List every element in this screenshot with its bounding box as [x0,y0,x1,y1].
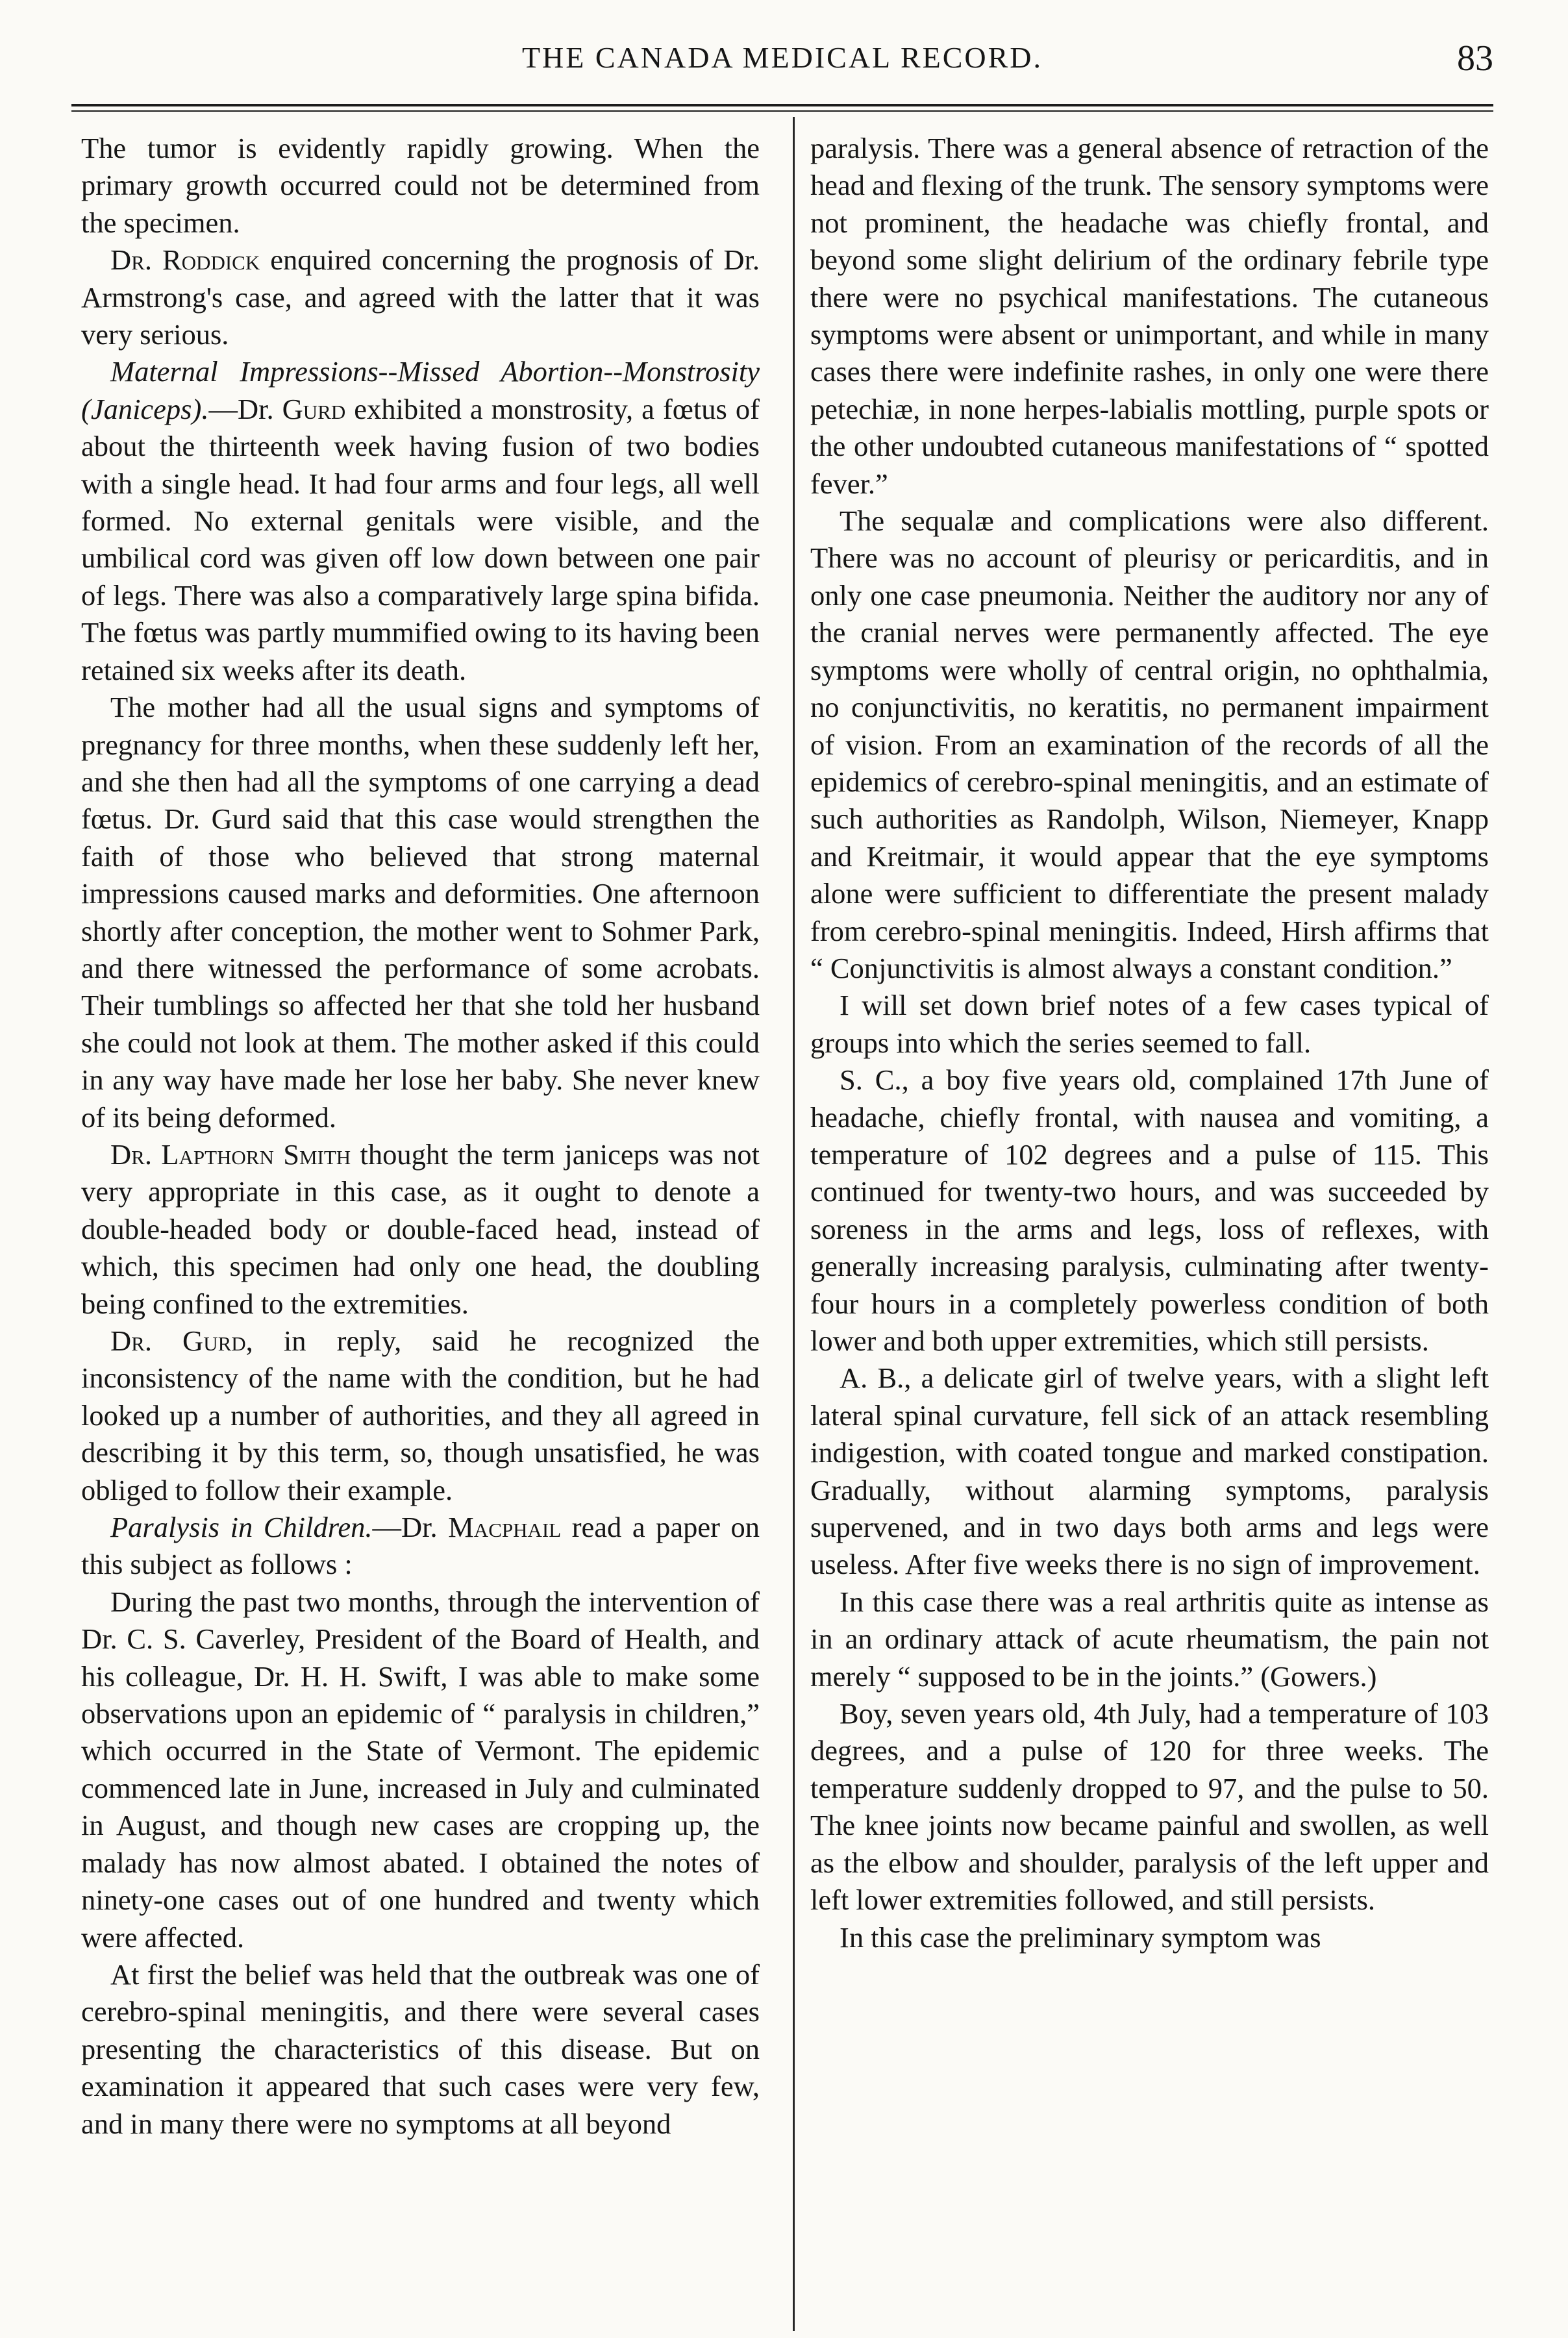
paragraph-maternal-impressions [81,353,760,689]
title-dash: —Dr. [372,1511,449,1544]
paragraph-text: exhibited a monstrosity, a fœtus of about the thirteenth week having fusion of two bodies with a single head. It had four arms and four legs, all well formed. No external genitals were visible, and the umbilical cord was given off low down between one pair of legs. There was also a comparatively large spina bifida. The fœtus was partly mummified owing to its having been retained six weeks after its death. [81,392,760,686]
paragraph-text: thought the term janiceps was not very appropriate in this case, as it ought to denote a double-headed body or double-faced head, instead of which, this specimen had only one head, the doubling being confined to the extremities. [81,1138,760,1320]
header-rule-thin [71,110,1493,112]
paragraph-case-ab: A. B., a delicate girl of twelve years, with a slight left lateral spinal curvature, fell sick of an attack resembling indigestion, with coated tongue and marked constipation. Gradually, without alarming symptoms, paralysis supervened, and in two days both arms and legs were useless. After five weeks there is no sign of improvement. [810,1362,1489,1581]
paragraph-case-boy: Boy, seven years old, 4th July, had a temperature of 103 degrees, and a pulse of 120 for three weeks. The temperature suddenly dropped to 97, and the pulse to 50. The knee joints now became painful and swollen, as well as the elbow and shoulder, paralysis of the left upper and left lower extremities followed, and still persists. [810,1697,1489,1917]
left-column [81,130,760,2324]
paragraph-roddick [81,242,760,353]
paragraph-arthritis: In this case there was a real arthritis quite as intense as in an ordinary attack of acute rheumatism, the pain not merely “ supposed to be in the joints.” (Gowers.) [810,1585,1489,1693]
section-title: Maternal Impressions--Missed Abortion--Monstrosity (Janiceps). [81,355,760,425]
paragraph-notes-intro: I will set down brief notes of a few cases typical of groups into which the series seemed to fall. [810,989,1489,1059]
running-head: THE CANADA MEDICAL RECORD. [521,41,1043,74]
paragraph-outbreak: At first the belief was held that the outbreak was one of cerebro-spinal meningitis, and there were several cases presenting the characteristics of this disease. But on examination it appeared that such cases were very few, and in many there were no symptoms at all beyond [81,1958,760,2140]
header-rule-thick [71,104,1493,106]
speaker-name: Gurd [282,392,346,425]
paragraph-text: enquired concerning the prognosis of Dr. Armstrong's case, and agreed with the latter that it was very serious. [81,243,760,351]
paragraph-epidemic: During the past two months, through the intervention of Dr. C. S. Caverley, President of the Board of Health, and his colleague, Dr. H. H. Swift, I was able to make some observations upon an epidemic of “ paralysis in children,” which occurred in the State of Vermont. The epidemic commenced late in June, increased in July and culminated in August, and though new cases are cropping up, the malady has now almost abated. I obtained the notes of ninety-one cases out of one hundred and twenty which were affected. [81,1585,760,1954]
section-title: Paralysis in Children. [110,1511,373,1544]
speaker-name: Dr. Lapthorn Smith [110,1138,351,1171]
paragraph-lapthorn-smith [81,1136,760,1323]
paragraph-tumor: The tumor is evidently rapidly growing. When the primary growth occurred could not be determined from the specimen. [81,132,760,239]
paragraph-paralysis-heading [81,1509,760,1584]
right-column [810,130,1489,2324]
column-divider [793,117,795,2331]
paragraph-gurd-reply [81,1323,760,1509]
page-header [71,38,1493,96]
title-dash: —Dr. [208,392,282,425]
paragraph-text: , in reply, said he recognized the inconsistency of the name with the condition, but he had looked up a number of authorities, and they all agreed in describing it by this term, so, though unsatisfied, he was obliged to follow their example. [81,1324,760,1506]
speaker-name: Dr. Roddick [110,243,260,277]
paragraph-sequelae: The sequalæ and complications were also different. There was no account of pleurisy or pericarditis, and in only one case pneumonia. Neither the auditory nor any of the cranial nerves were permanently affected. The eye symptoms were wholly of central origin, no ophthalmia, no conjunctivitis, no keratitis, no permanent impairment of vision. From an examination of the records of all the epidemics of cerebro-spinal meningitis, and an estimate of such authorities as Randolph, Wilson, Niemeyer, Knapp and Kreitmair, it would appear that the eye symptoms alone were sufficient to differentiate the present malady from cerebro-spinal meningitis. Indeed, Hirsh affirms that “ Conjunctivitis is almost always a constant condition.” [810,504,1489,984]
speaker-name: Macphail [448,1511,562,1544]
paragraph-preliminary: In this case the preliminary symptom was [840,1921,1321,1954]
speaker-name: Dr. Gurd [110,1324,246,1357]
page-number: 83 [1457,38,1493,79]
paragraph-text: read a paper on this subject as follows : [81,1511,760,1581]
paragraph-mother: The mother had all the usual signs and symptoms of pregnancy for three months, when these suddenly left her, and she then had all the symptoms of one carrying a dead fœtus. Dr. Gurd said that this case would strengthen the faith of those who believed that strong maternal impressions caused marks and deformities. One afternoon shortly after conception, the mother went to Sohmer Park, and there witnessed the performance of some acrobats. Their tumblings so affected her that she told her husband she could not look at them. The mother asked if this could in any way have made her lose her baby. She never knew of its being deformed. [81,691,760,1134]
paragraph-continued: paralysis. There was a general absence of retraction of the head and flexing of the trunk. The sensory symptoms were not prominent, the headache was chiefly frontal, and beyond some slight delirium of the ordinary febrile type there were no psychical manifestations. The cutaneous symptoms were absent or unimportant, and while in many cases there were indefinite rashes, in only one were there petechiæ, in none herpes-labialis mottling, purple spots or the other undoubted cutaneous manifestations of “ spotted fever.” [810,132,1489,500]
paragraph-case-sc: S. C., a boy five years old, complained 17th June of headache, chiefly frontal, with nausea and vomiting, a temperature of 102 degrees and a pulse of 115. This continued for twenty-two hours, and was succeeded by soreness in the arms and legs, loss of reflexes, with generally increasing paralysis, culminating after twenty-four hours in a completely powerless condition of both lower and both upper extremities, which still persists. [810,1063,1489,1357]
